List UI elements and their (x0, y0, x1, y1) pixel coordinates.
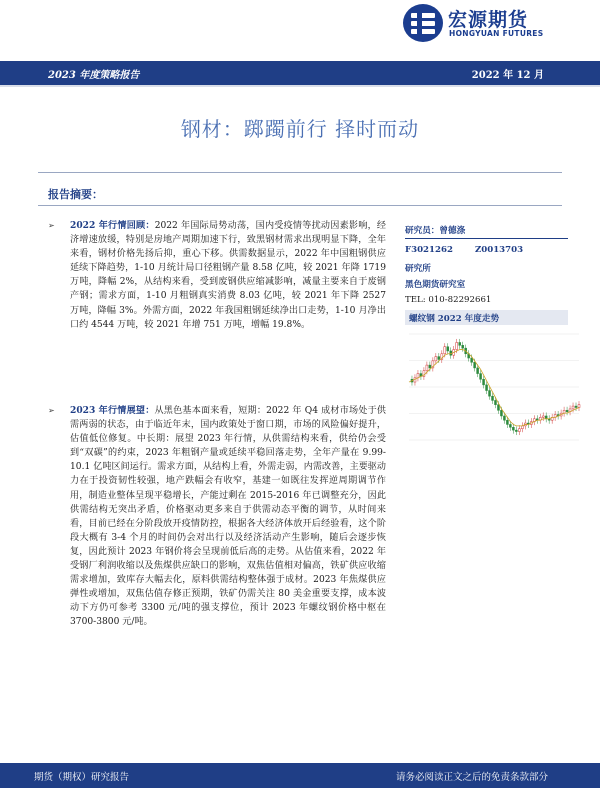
arrow-bullet-icon: ➢ (48, 406, 55, 415)
summary-divider (38, 205, 562, 206)
chart-candle (494, 400, 496, 404)
researcher-name: 研究员：曾德涤 (405, 226, 466, 236)
chart-candle (509, 424, 511, 427)
chart-candle (515, 430, 517, 431)
section-review-lead: 2022 年行情回顾： (70, 220, 155, 231)
report-type: 2023 年度策略报告 (48, 70, 140, 81)
chart-candle (566, 410, 568, 411)
hongyuan-logo-icon (402, 3, 444, 43)
chart-candle (456, 342, 458, 349)
chart-candle (426, 365, 428, 371)
section-review-text (70, 219, 386, 332)
institute-name: 黑色期货研究室 (405, 280, 466, 290)
chart-candle (575, 406, 577, 407)
chart-candle (563, 410, 565, 413)
chart-candle (512, 427, 514, 430)
qualification-id: F3021262 (405, 245, 453, 255)
telephone: TEL: 010-82292661 (405, 295, 492, 305)
document-title: 钢材：踯躅前行 择时而动 (180, 117, 420, 141)
section-outlook-lead: 2023 年行情展望： (70, 405, 155, 416)
researcher-ids (405, 245, 523, 255)
sidebar-divider (405, 238, 568, 239)
chart-candle (489, 391, 491, 397)
chart-candle (480, 374, 482, 380)
institute-label: 研究所 (405, 264, 431, 274)
section-review-body: 2022 年国际局势动荡，国内受疫情等扰动因素影响，经济增速放缓，特别是房地产周期加速下行，致黑钢材需求出现明显下降，全年来看，钢材价格先扬后抑，重心下移。供需数据显示，2022 年中国粗钢供应延续下降趋势，1-10 月统计局口径粗钢产量 8.58 亿吨，较 2021 年降 1719 万吨，降幅 2%，从结构来看，受到废钢供应缩减影响，减量主要来自于废钢产钢；需求方面，1-10 月粗钢真实消费 8.03 亿吨，较 2021 年下降 2527 万吨，降幅 3%。外需方面，2022 年我国粗钢延续净出口走势，1-10 月净出口约 4544 万吨，较 2021 年增 751 万吨，增幅 19.8%。 (70, 221, 386, 330)
chart-candle (447, 347, 449, 351)
chart-candle (518, 429, 520, 432)
chart-candle (474, 362, 476, 368)
footer-disclaimer: 请务必阅读正文之后的免责条款部分 (395, 772, 548, 783)
company-logo (402, 3, 592, 43)
report-date: 2022 年 12 月 (471, 70, 544, 81)
chart-candle (578, 405, 580, 408)
chart-candle (435, 357, 437, 361)
summary-heading: 报告摘要： (48, 188, 103, 201)
logo-english-text: HONGYUAN FUTURES (449, 29, 544, 38)
arrow-bullet-icon: ➢ (48, 221, 55, 230)
title-divider (38, 172, 562, 173)
chart-candle (542, 416, 544, 417)
chart-candle (572, 406, 574, 409)
chart-candle (477, 368, 479, 374)
chart-candle (471, 358, 473, 362)
chart-candle (503, 416, 505, 420)
consulting-id: Z0013703 (474, 245, 524, 255)
chart-candle (429, 365, 431, 368)
chart-candle (459, 342, 461, 345)
header-bar-accent (0, 85, 600, 87)
chart-candle (545, 416, 547, 419)
chart-candle (492, 396, 494, 400)
chart-candle (506, 420, 508, 424)
section-outlook (48, 404, 386, 630)
chart-candle (500, 410, 502, 416)
logo-chinese-text: 宏源期货 (448, 9, 529, 31)
footer-left-text: 期货（期权）研究报告 (34, 772, 130, 783)
chart-candle (438, 357, 440, 360)
section-outlook-body: 从黑色基本面来看，短期：2022 年 Q4 成材市场处于供需两弱的状态，由于临近年末，国内政策处于窗口期，市场的风险偏好提升，估值低位修复。中长期：展望 2023 年行情，从供需结构来看，供给仍会受到“双碳”的约束，2023 年粗钢产量或延续平稳回落走势，全年产量在 9.99-10.1 亿吨区间运行。需求方面，从结构上看，外需走弱，内需改善，主要驱动力在于投资韧性较强，地产跌幅会有收窄，基建一如既往发挥逆周期调节作用，制造业整体呈现平稳增长，产能过剩在 2015-2016 年已调整充分，因此供需结构无突出矛盾，价格驱动更多来自于供需动态平衡的调节，从时间来看，目前已经在分阶段放开疫情防控，根据各大经济体放开后经验看，这个阶段大概有 3-4 个月的时间仍会对出行以及经济活动产生影响，随后会逐步恢复，因此预计 2023 年钢价将会呈现前低后高的走势。从估值来看，2022 年受钢厂利润收缩以及焦煤供应缺口的影响，双焦估值相对偏高，铁矿供应收缩需求增加，致库存大幅去化，原料供需结构整体强于成材。2023 年焦煤供应弹性或增加，双焦估值存修正预期，铁矿仍需关注 80 美金重要支撑，成本波动下方仍可参考 3300 元/吨的强支撑位，预计 2023 年螺纹钢价格中枢在 3700-3800 元/吨。 (70, 406, 386, 628)
section-outlook-text (70, 404, 386, 630)
chart-title: 螺纹钢 2022 年度走势 (409, 314, 500, 324)
rebar-price-chart (405, 328, 585, 446)
chart-candle (486, 385, 488, 391)
chart-candle (497, 405, 499, 411)
chart-moving-average-line (409, 350, 579, 426)
section-review (48, 219, 386, 332)
chart-candle (483, 379, 485, 385)
chart-candle (444, 347, 446, 354)
chart-candle (462, 345, 464, 348)
chart-candle (521, 426, 523, 429)
